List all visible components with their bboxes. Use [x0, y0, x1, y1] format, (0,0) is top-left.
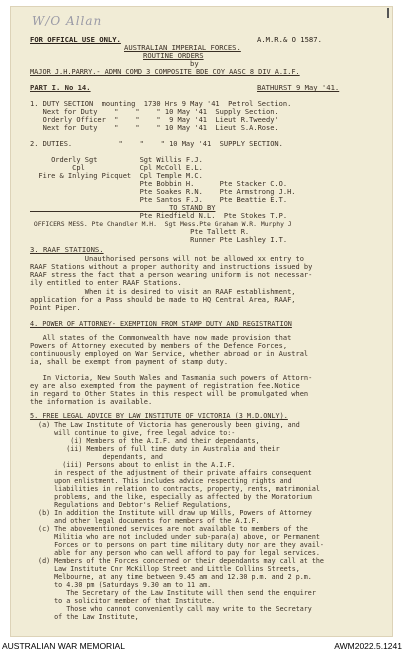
legal-line: (iii) Persons about to enlist in the A.I.F. [30, 461, 236, 469]
raaf-line: ily entitled to enter RAAF Stations. [30, 279, 182, 287]
legal-line: able for any person who can well afford to pay for legal services. [30, 549, 320, 557]
legal-line: problems, and the like, especially as affected by the Moratorium [30, 493, 312, 501]
legal-line: to 4.30 pm (Saturdays 9.30 am to 11 am. [30, 581, 212, 589]
duties-line: Pte Bobbin H. Pte Stacker C.O. [30, 180, 288, 188]
duties-line: Runner Pte Lashley I.T. [30, 236, 288, 244]
legal-line: dependants, and [30, 453, 163, 461]
legal-line: (i) Members of the A.I.F. and their dependants, [30, 437, 260, 445]
legal-line: and other legal documents for members of the A.I.F. [30, 517, 260, 525]
legal-line: Melbourne, at any time between 9.45 am and 12.30 p.m. and 2 p.m. [30, 573, 312, 581]
legal-line: Those who cannot conveniently call may write to the Secretary [30, 605, 312, 613]
accession-number: AWM2022.5.1241 [334, 641, 402, 651]
source-label: AUSTRALIAN WAR MEMORIAL [2, 641, 125, 651]
duties-line: Pte Santos F.J. Pte Beattie E.T. [30, 196, 288, 204]
attorney-line: the information is available. [30, 398, 153, 406]
duties-heading: 2. DUTIES. " " " 10 May '41 SUPPLY SECTION. [30, 140, 283, 148]
order-reference: A.M.R.& O 1587. [257, 35, 322, 44]
archive-footer [0, 639, 405, 653]
raaf-line: application for a Pass should be made to HQ Central Area, RAAF, [30, 296, 296, 304]
stand-by-label: TO STAND BY [30, 204, 216, 212]
legal-line: in respect of the adjustment of their private affairs consequent [30, 469, 312, 477]
legal-line: Regulations and Debtor's Relief Regulations, [30, 501, 232, 509]
legal-line: will continue to give, free legal advice to:- [30, 429, 236, 437]
legal-line: (a) The Law Institute of Victoria has generously been giving, and [30, 421, 300, 429]
duty-line: Orderly Officer " " " 9 May '41 Lieut R.Tweedy' [30, 116, 279, 124]
attorney-line: continuously employed on War Service, whether abroad or in Austral [30, 350, 309, 358]
attorney-line: In Victoria, New South Wales and Tasmania such powers of Attorn- [30, 374, 313, 382]
raaf-line: Point Piper. [30, 304, 81, 312]
duties-line: Pte Riedfield N.L. Pte Stokes T.P. [30, 212, 288, 220]
attorney-line: ey are also exempted from the payment of registration fee.Notice [30, 382, 300, 390]
document-title: ROUTINE ORDERS [143, 51, 204, 60]
duty-line: Next for Duty " " " 10 May '41 Lieut S.A.Rose. [30, 124, 279, 132]
attorney-line: ia, shall be exempt from payment of stamp duty. [30, 358, 229, 366]
duties-line: Fire & Inlying Picquet Cpl Temple M.C. [30, 172, 203, 180]
handwritten-note: W/O Allan [32, 14, 103, 28]
legal-heading: 5. FREE LEGAL ADVICE BY LAW INSTITUTE OF VICTORIA (3 M.D.ONLY). [30, 412, 288, 420]
attorney-line: in regard to Other States in this respect will be promulgated when [30, 390, 309, 398]
legal-line: (ii) Members of full time duty in Australia and their [30, 445, 280, 453]
duties-line: Pte Soakes R.N. Pte Armstrong J.H. [30, 188, 296, 196]
part-number: PART I. No 14. [30, 83, 91, 92]
legal-line: to a solicitor member of that Institute. [30, 597, 216, 605]
legal-line: upon enlistment. This includes advice respecting rights and [30, 477, 292, 485]
force-name: AUSTRALIAN IMPERIAL FORCES. [124, 43, 241, 52]
edge-mark [387, 8, 389, 18]
attorney-line: All states of the Commonwealth have now made provision that [30, 334, 292, 342]
classification-label: FOR OFFICAL USE ONLY. [30, 35, 121, 44]
duty-section-heading: 1. DUTY SECTION mounting 1730 Hrs 9 May '41 Petrol Section. [30, 100, 292, 108]
legal-line: (c) The abovementioned services are not available to members of the [30, 525, 308, 533]
legal-line: Militia who are not included under sub-para(a) above, or Permanent [30, 533, 320, 541]
attorney-line: Powers of Attorney executed by members of the Defence Forces, [30, 342, 288, 350]
legal-line: Law Institute Cnr McKillop Street and Little Collins Streets, [30, 565, 300, 573]
legal-line: of the Law Institute, [30, 613, 139, 621]
legal-line: The Secretary of the Law Institute will then send the enquirer [30, 589, 316, 597]
duty-line: Next for Duty " " " 10 May '41 Supply Section. [30, 108, 279, 116]
raaf-line: RAAF stress the fact that a person wearing uniform is not necessar- [30, 271, 313, 279]
duties-line: Cpl Cpl McColl E.L. [30, 164, 203, 172]
raaf-line: Unauthorised persons will not be allowed xx entry to [30, 255, 304, 263]
place-date: BATHURST 9 May '41. [257, 83, 340, 92]
duties-line: Orderly Sgt Sgt Willis F.J. [30, 156, 203, 164]
mess-line: OFFICERS MESS. Pte Chandler M.H. Sgt Mess.Pte Graham W.R. Murphy J [30, 220, 292, 228]
raaf-heading: 3. RAAF STATIONS. [30, 245, 104, 254]
attorney-heading: 4. POWER OF ATTORNEY- EXEMPTION FROM STAMP DUTY AND REGISTRATION [30, 320, 292, 328]
by-label: by [190, 59, 199, 68]
legal-line: liabilities in relation to contracts, property, rents, matrimonial [30, 485, 320, 493]
raaf-line: When it is desired to visit an RAAF establishment, [30, 288, 296, 296]
legal-line: (b) In addition the Institute will draw up Wills, Powers of Attorney [30, 509, 312, 517]
legal-line: (d) Members of the Forces concerned or their dependants may call at the [30, 557, 324, 565]
issuer-line: MAJOR J.H.PARRY.- ADMN COMD 3 COMPOSITE BDE COY AASC 8 DIV A.I.F. [30, 68, 300, 76]
duties-line: Pte Tallett R. [30, 228, 250, 236]
raaf-line: RAAF Stations without a proper authority and instructions issued by [30, 263, 313, 271]
legal-line: Forces or to persons on part time military duty nor are they avail- [30, 541, 324, 549]
